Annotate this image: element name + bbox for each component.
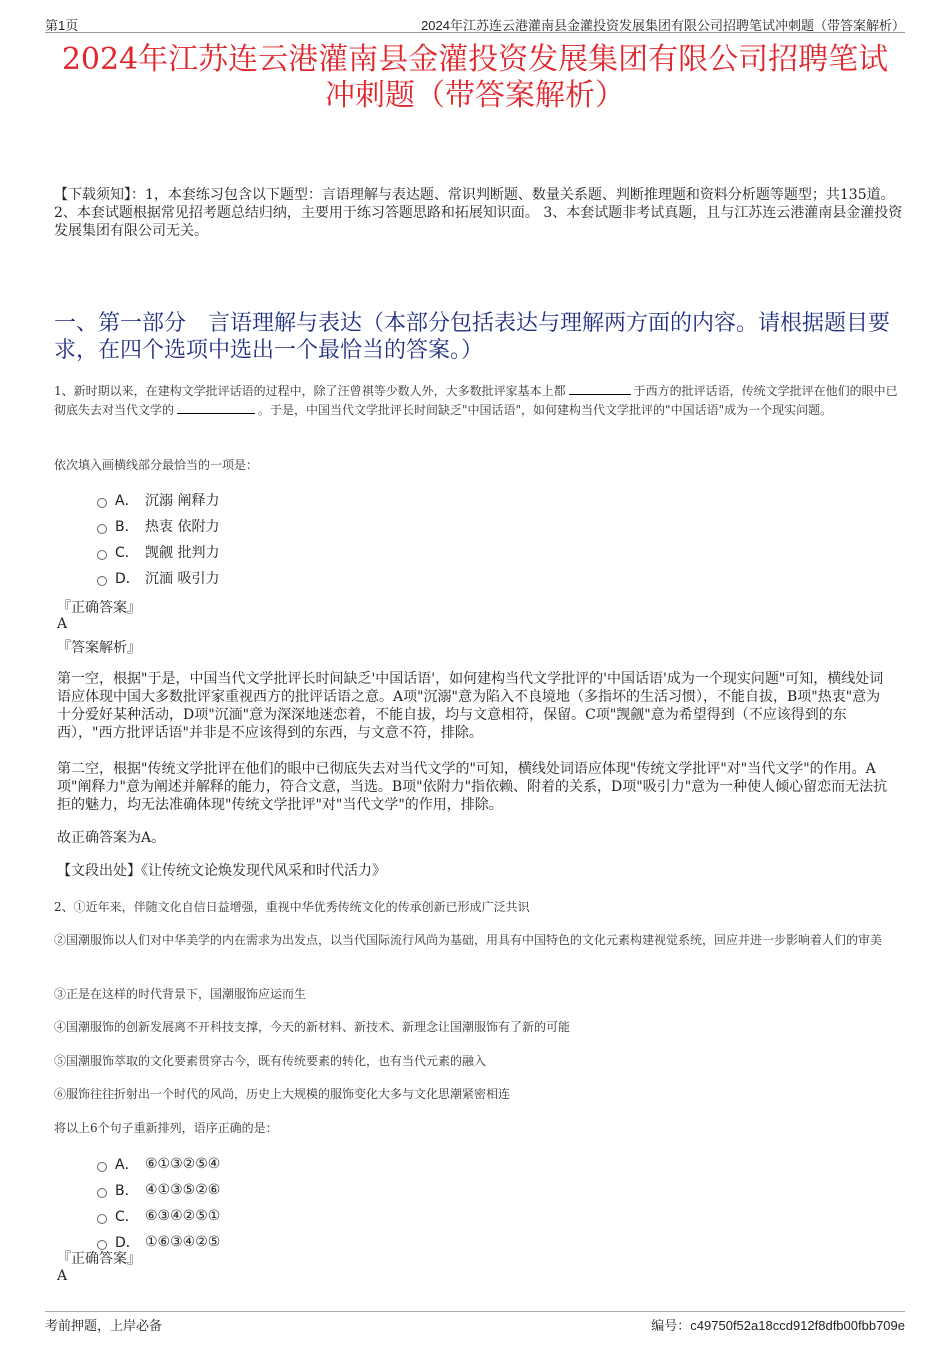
option-key: C． [115,545,139,561]
option-key: D． [115,1235,140,1251]
option-text: ⑥①③②⑤④ [145,1156,221,1172]
radio-icon[interactable] [97,1188,107,1198]
q1-text-part: 1、新时期以来，在建构文学批评话语的过程中，除了汪曾祺等少数人外，大多数批评家基本上都 [54,384,566,398]
page-footer [45,1311,905,1333]
fill-blank [569,383,631,395]
radio-icon[interactable] [97,524,107,534]
option-text: ①⑥③④②⑤ [145,1234,221,1250]
option-text: ⑥③④②⑤① [145,1208,221,1224]
option-text: 沉溺 阐释力 [145,493,220,509]
q1-text-part: 于西方的批评话语，传统文学批评在他们的眼中已彻底失去对当代文学的 [54,384,898,417]
radio-icon[interactable] [97,498,107,508]
q1-option-b[interactable] [97,516,219,536]
q1-prompt: 依次填入画横线部分最恰当的一项是： [54,458,259,472]
page-number: 第1页 [45,18,79,33]
radio-icon[interactable] [97,1162,107,1172]
q1-analysis-label: 『答案解析』 [57,640,141,656]
radio-icon[interactable] [97,576,107,586]
document-title [40,42,910,114]
q1-answer: A [57,616,68,632]
fill-blank [177,402,255,414]
q2-option-a[interactable] [97,1154,220,1174]
q2-prompt: 将以上6个句子重新排列，语序正确的是： [54,1121,278,1135]
q2-sentence: ⑥服饰往往折射出一个时代的风尚，历史上大规模的服饰变化大多与文化思潮紧密相连 [54,1087,511,1101]
q2-sentence: ②国潮服饰以人们对中华美学的内在需求为出发点，以当代国际流行风尚为基础，用具有中国特色的文化元素构建视觉系统，回应并进一步影响着人们的审美 [54,933,883,947]
option-text: 热衷 依附力 [145,519,220,535]
question-1-text [54,382,899,420]
q1-option-d[interactable] [97,568,219,588]
download-notice: 【下载须知】：1，本套练习包含以下题型：言语理解与表达题、常识判断题、数量关系题、判断推理题和资料分析题等题型；共135道。 2、本套试题根据常见招考题总结归纳，主要用于练习答题思路和拓展知识面。 3、本套试题非考试真题，且与江苏连云港灌南县金灌投资发展集团有限公司无关。 [54,187,903,239]
q2-sentence: ③正是在这样的时代背景下，国潮服饰应运而生 [54,987,307,1001]
radio-icon[interactable] [97,1214,107,1224]
q2-sentence: ④国潮服饰的创新发展离不开科技支撑，今天的新材料、新技术、新理念让国潮服饰有了新的可能 [54,1020,571,1034]
footer-serial: 编号：c49750f52a18ccd912f8dfb00fbb709e [651,1318,905,1333]
option-key: B． [115,1183,139,1199]
radio-icon[interactable] [97,550,107,560]
option-key: C． [115,1209,139,1225]
option-text: ④①③⑤②⑥ [145,1182,221,1198]
q2-option-c[interactable] [97,1206,220,1226]
q2-option-b[interactable] [97,1180,220,1200]
option-key: A． [115,1157,139,1173]
title-line-1: 2024年江苏连云港灌南县金灌投资发展集团有限公司招聘笔试 [61,42,889,77]
q2-sentence: 2、①近年来，伴随文化自信日益增强，重视中华优秀传统文化的传承创新已形成广泛共识 [54,900,530,914]
q2-answer: A [57,1268,68,1284]
option-key: A． [115,493,139,509]
q2-sentence: ⑤国潮服饰萃取的文化要素贯穿古今，既有传统要素的转化，也有当代元素的融入 [54,1054,487,1068]
q1-text-part: 。于是，中国当代文学批评长时间缺乏"中国话语"，如何建构当代文学批评的"中国话语"成为一个现实问题。 [258,403,833,417]
option-key: D． [115,571,140,587]
footer-slogan: 考前押题，上岸必备 [45,1318,163,1333]
q1-source: 【文段出处】《让传统文论焕发现代风采和时代活力》 [57,863,386,879]
page-header [45,14,905,33]
q1-option-c[interactable] [97,542,219,562]
q1-answer-label: 『正确答案』 [57,600,141,616]
q1-analysis-conclusion: 故正确答案为A。 [57,830,166,846]
q1-analysis-paragraph: 第一空，根据"于是，中国当代文学批评长时间缺乏'中国话语'，如何建构当代文学批评的'中国话语'成为一个现实问题"可知，横线处词语应体现中国大多数批评家重视西方的批评话语之意。A项"沉溺"意为陷入不良境地（多指坏的生活习惯），不能自拔，B项"热衷"意为十分爱好某种活动，D项"沉湎"意为深深地迷恋着，不能自拔，均与文意相符，保留。C项"觊觎"意为希望得到（不应该得到的东西），"西方批评话语"并非是不应该得到的东西，与文意不符，排除。 [57,671,884,741]
header-doc-title: 2024年江苏连云港灌南县金灌投资发展集团有限公司招聘笔试冲刺题（带答案解析） [421,18,905,33]
option-text: 沉湎 吸引力 [145,571,220,587]
section-heading: 一、第一部分 言语理解与表达（本部分包括表达与理解两方面的内容。请根据题目要求，在四个选项中选出一个最恰当的答案。） [54,311,891,363]
q2-answer-label: 『正确答案』 [57,1251,141,1267]
q1-option-a[interactable] [97,490,219,510]
option-key: B． [115,519,139,535]
title-line-2: 冲刺题（带答案解析） [325,78,625,113]
q1-analysis-paragraph: 第二空，根据"传统文学批评在他们的眼中已彻底失去对当代文学的"可知，横线处词语应体现"传统文学批评"对"当代文学"的作用。A项"阐释力"意为阐述并解释的能力，符合文意，当选。B项"依附力"指依赖、附着的关系，D项"吸引力"意为一种使人倾心留恋而无法抗拒的魅力，均无法准确体现"传统文学批评"对"当代文学"的作用，排除。 [57,761,888,813]
option-text: 觊觎 批判力 [145,545,220,561]
